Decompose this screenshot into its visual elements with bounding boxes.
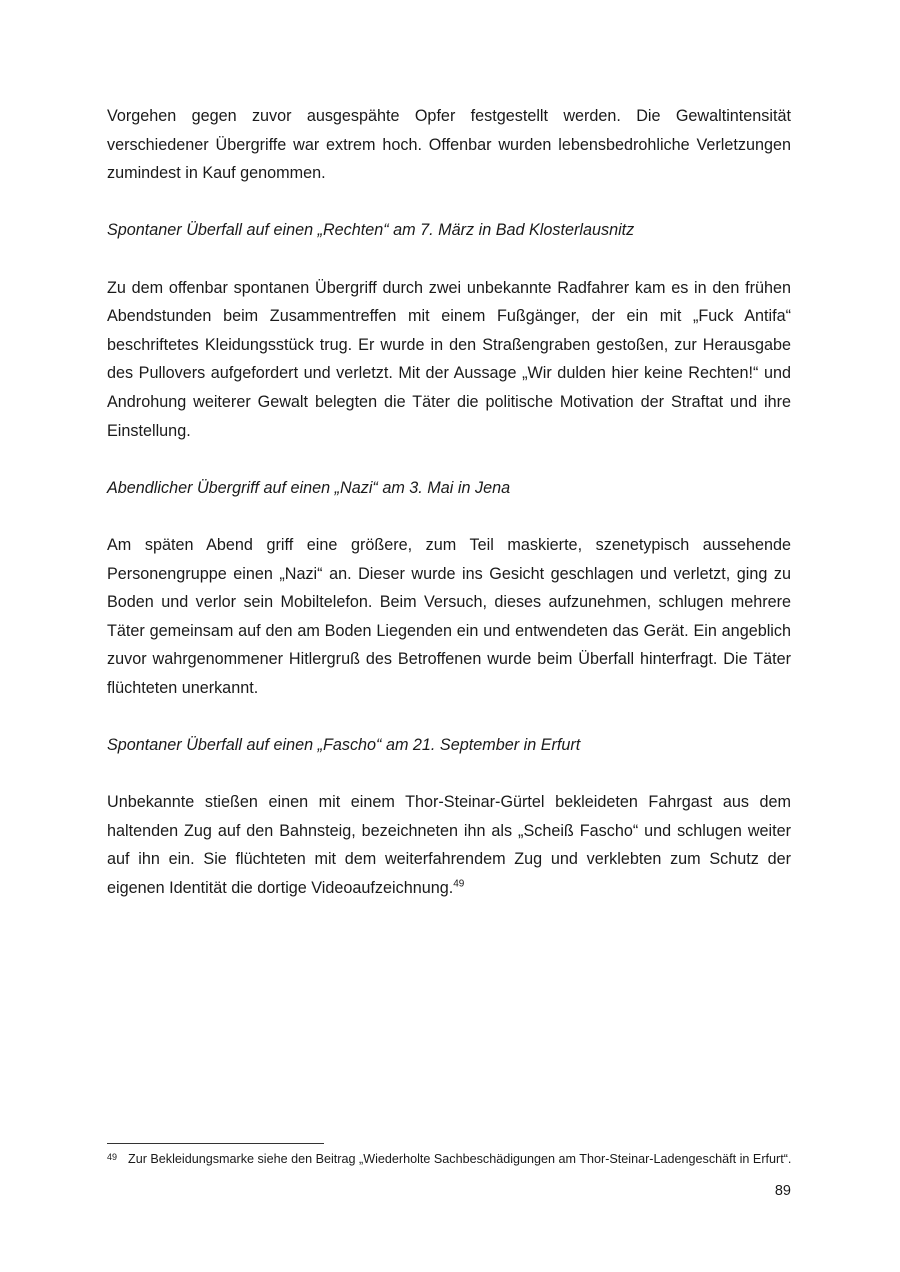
paragraph-4: [107, 788, 791, 902]
paragraph-1: Vorgehen gegen zuvor ausgespähte Opfer festgestellt werden. Die Gewaltintensität verschiedener Übergriffe war extrem hoch. Offenbar wurden lebensbedrohliche Verletzungen zumindest in Kauf genommen.: [107, 107, 791, 183]
footnote-reference[interactable]: 49: [453, 878, 465, 890]
footnote-separator: [107, 1143, 324, 1144]
paragraph-2: Zu dem offenbar spontanen Übergriff durch zwei unbekannte Radfahrer kam es in den frühen Abendstunden beim Zusammentreffen mit einem Fußgänger, der ein mit „Fuck Antifa“ beschriftetes Kleidungsstück trug. Er wurde in den Straßengraben gestoßen, zur Herausgabe des Pullovers aufgefordert und verletzt. Mit der Aussage „Wir dulden hier keine Rechten!“ und Androhung weiterer Gewalt belegten die Täter die politische Motivation der Straftat und ihre Einstellung.: [107, 278, 791, 440]
page-body: [107, 102, 791, 903]
section-heading-bad-klosterlausnitz: Spontaner Überfall auf einen „Rechten“ am 7. März in Bad Klosterlausnitz: [107, 221, 635, 240]
section-heading-jena: Abendlicher Übergriff auf einen „Nazi“ am 3. Mai in Jena: [107, 478, 511, 497]
paragraph-3: Am späten Abend griff eine größere, zum Teil maskierte, szenetypisch aussehende Personengruppe einen „Nazi“ an. Dieser wurde ins Gesicht geschlagen und verletzt, ging zu Boden und verlor sein Mobiltelefon. Beim Versuch, dieses aufzunehmen, schlugen mehrere Täter gemeinsam auf den am Boden Liegenden ein und entwendeten das Gerät. Ein angeblich zuvor wahrgenommener Hitlergruß des Betroffenen wurde beim Überfall hinterfragt. Die Täter flüchteten unerkannt.: [107, 535, 791, 697]
footnote-number: 49: [107, 1152, 118, 1162]
footnote: [107, 1151, 793, 1167]
footnote-text: Zur Bekleidungsmarke siehe den Beitrag „Wiederholte Sachbeschädigungen am Thor-Steinar-Ladengeschäft in Erfurt“.: [128, 1152, 792, 1166]
section-heading-erfurt: Spontaner Überfall auf einen „Fascho“ am 21. September in Erfurt: [107, 736, 581, 755]
paragraph-4-text: Unbekannte stießen einen mit einem Thor-Steinar-Gürtel bekleideten Fahrgast aus dem haltenden Zug auf den Bahnsteig, bezeichneten ihn als „Scheiß Fascho“ und schlugen weiter auf ihn ein. Sie flüchteten mit dem weiterfahrendem Zug und verklebten zum Schutz der eigenen Identität die dortige Videoaufzeichnung.: [107, 793, 791, 898]
page-number: 89: [774, 1183, 791, 1199]
